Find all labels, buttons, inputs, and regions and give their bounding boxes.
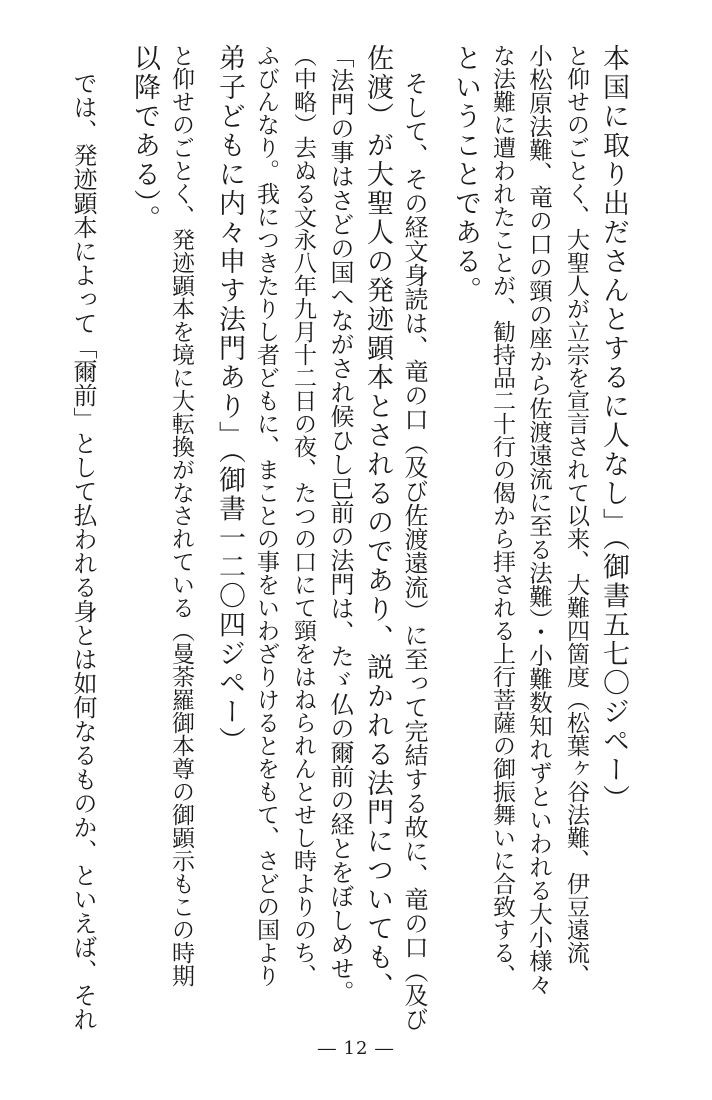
text-line: と仰せのごとく、大聖人が立宗を宣言されて以来、大難四箇度（松葉ヶ谷法難、伊豆遠流、 — [563, 44, 589, 987]
text-line: と仰せのごとく、発迹顕本を境に大転換がなされている（曼荼羅御本尊の御顕示もこの時期 — [168, 44, 194, 987]
text-line: （中略）去ぬる文永八年九月十二日の夜、たつの口にて頸をはねられんとせし時よりのち、 — [290, 44, 316, 987]
text-line: ということである。 — [450, 44, 481, 305]
text-line: 「法門の事はさどの国へながされ候ひし已前の法門は、たゞ仏の爾前の経とをぼしめせ。 — [326, 44, 354, 1004]
text-line: では、発迹顕本によって「爾前」として払われる身とは如何なるものか、といえば、それ — [69, 71, 97, 1031]
text-line: 本国に取り出ださんとするに人なし」（御書五七〇ジペー） — [598, 44, 629, 814]
text-line: そして、その経文身読は、竜の口（及び佐渡遠流）に至って完結する故に、竜の口（及び — [400, 71, 428, 1031]
text-line: な法難に遭われたことが、勧持品二十行の偈から拝される上行菩薩の御振舞いに合致する、 — [489, 44, 515, 987]
text-line: ふびんなり。我につきたりし者どもに、まことの事をいわざりけるとをもて、さどの国より — [253, 44, 279, 987]
text-line: 佐渡）が大聖人の発迹顕本とされるのであり、説かれる法門についても、 — [362, 44, 393, 1001]
text-line: 小松原法難、竜の口の頸の座から佐渡遠流に至る法難）・小難数知れずといわれる大小様々 — [525, 44, 553, 996]
page-number: ― 12 ― — [317, 1038, 395, 1059]
text-line: 以降である）。 — [129, 44, 160, 234]
text-line: 弟子どもに内々申す法門あり」（御書一二〇四ジペー） — [214, 44, 245, 756]
